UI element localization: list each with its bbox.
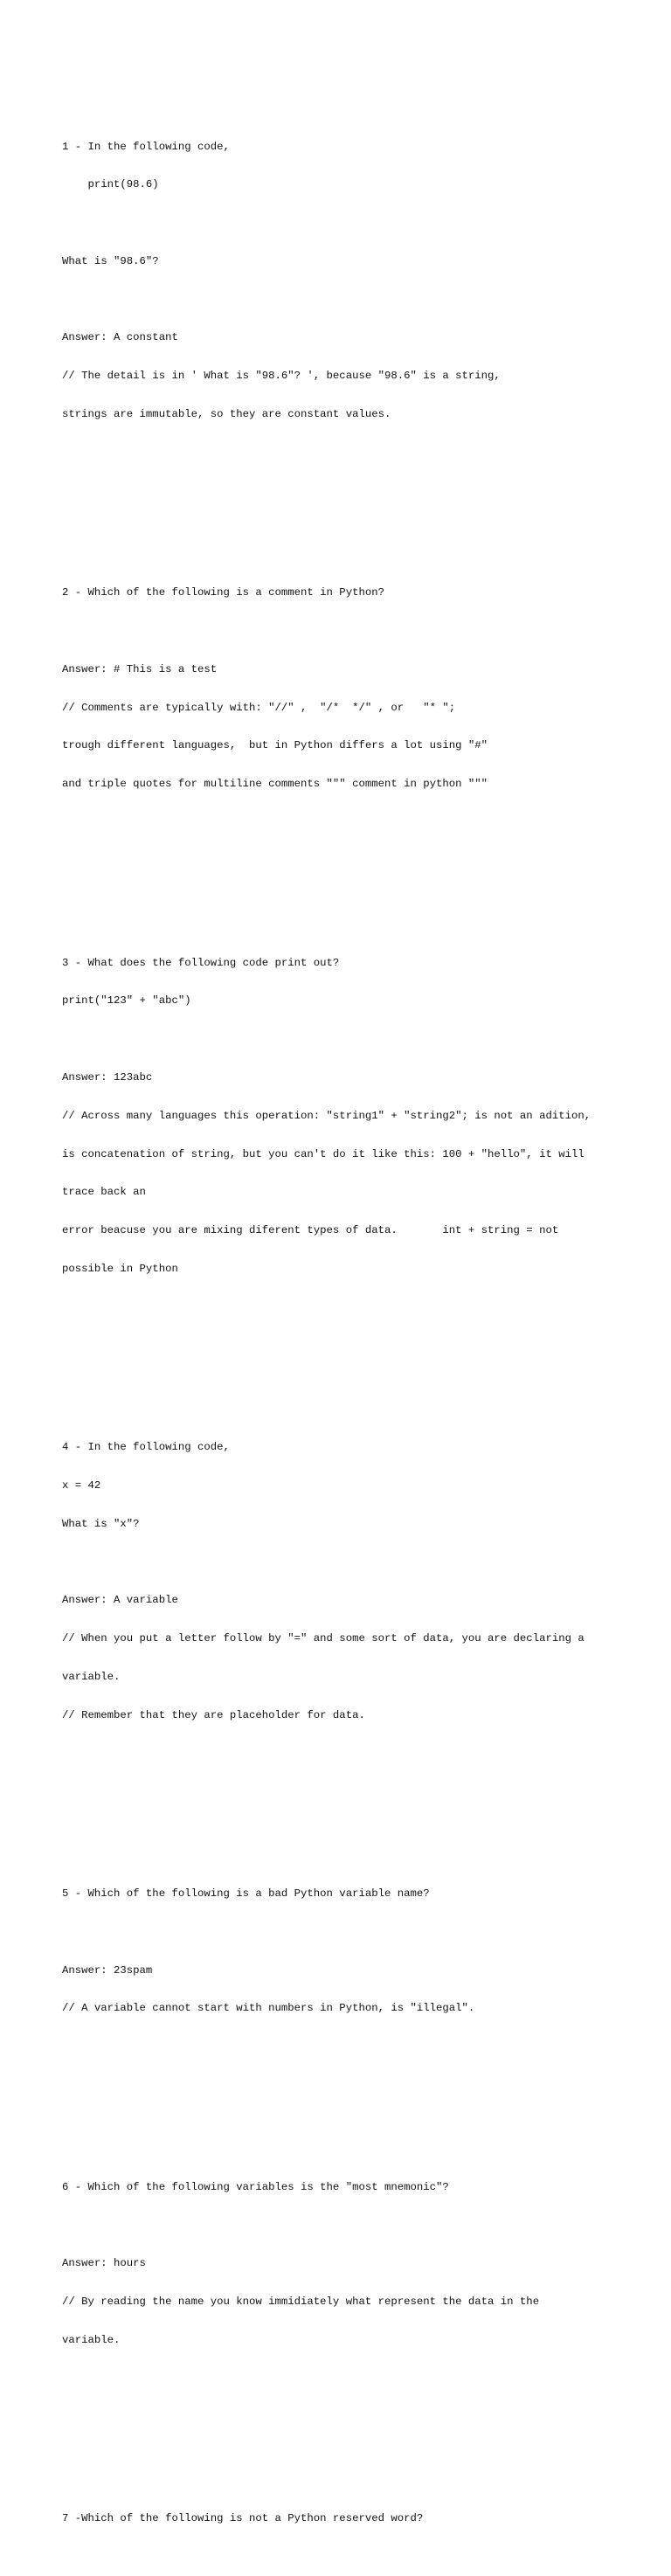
- code-line: x = 42: [62, 1478, 101, 1492]
- question-block-3: [62, 931, 621, 1300]
- note-line: // By reading the name you know immidiately what represent the data in the: [62, 2295, 540, 2308]
- code-line: print(98.6): [62, 178, 159, 191]
- note-line: possible in Python: [62, 1262, 178, 1275]
- question-block-7: [62, 2487, 621, 2551]
- note-line: and triple quotes for multiline comments """ comment in python """: [62, 778, 488, 791]
- question-line: 5 - Which of the following is a bad Python variable name?: [62, 1887, 430, 1900]
- question-line: 3 - What does the following code print out?: [62, 956, 340, 969]
- answer-line: Answer: 123abc: [62, 1070, 153, 1084]
- note-line: // Across many languages this operation: "string1" + "string2"; is not an adition,: [62, 1109, 591, 1122]
- question-block-6: [62, 2155, 621, 2372]
- note-line: // Comments are typically with: "//" , "/* */" , or "* ";: [62, 701, 456, 714]
- question-block-5: [62, 1862, 621, 2040]
- answer-line: Answer: A constant: [62, 331, 178, 344]
- question-block-1: [62, 114, 621, 446]
- note-line: // When you put a letter follow by "=" and some sort of data, you are declaring a: [62, 1632, 585, 1645]
- note-line: error beacuse you are mixing diferent types of data. int + string = not: [62, 1224, 559, 1237]
- note-line: // A variable cannot start with numbers in Python, is "illegal".: [62, 2002, 475, 2015]
- answer-line: Answer: hours: [62, 2257, 146, 2270]
- note-line: is concatenation of string, but you can't do it like this: 100 + "hello", it will: [62, 1147, 585, 1160]
- question-line: 7 -Which of the following is not a Python reserved word?: [62, 2512, 424, 2525]
- question-subline: What is "98.6"?: [62, 254, 159, 267]
- question-block-4: [62, 1416, 621, 1747]
- question-subline: What is "x"?: [62, 1517, 140, 1530]
- question-line: 4 - In the following code,: [62, 1441, 230, 1454]
- question-line: 2 - Which of the following is a comment in Python?: [62, 586, 384, 599]
- note-line: variable.: [62, 2333, 121, 2346]
- answer-line: Answer: A variable: [62, 1594, 178, 1607]
- note-line: trough different languages, but in Python differs a lot using "#": [62, 739, 488, 752]
- question-line: 6 - Which of the following variables is the "most mnemonic"?: [62, 2180, 449, 2193]
- question-block-2: [62, 561, 621, 816]
- note-line: strings are immutable, so they are constant values.: [62, 408, 391, 421]
- note-line: trace back an: [62, 1186, 146, 1199]
- note-line: variable.: [62, 1670, 121, 1683]
- note-line: // Remember that they are placeholder for data.: [62, 1708, 365, 1721]
- document-body: [62, 64, 621, 2576]
- note-line: // The detail is in ' What is "98.6"? ', because "98.6" is a string,: [62, 370, 501, 383]
- code-line: print("123" + "abc"): [62, 994, 191, 1008]
- answer-line: Answer: 23spam: [62, 1963, 153, 1977]
- answer-line: Answer: # This is a test: [62, 662, 218, 675]
- question-line: 1 - In the following code,: [62, 140, 230, 153]
